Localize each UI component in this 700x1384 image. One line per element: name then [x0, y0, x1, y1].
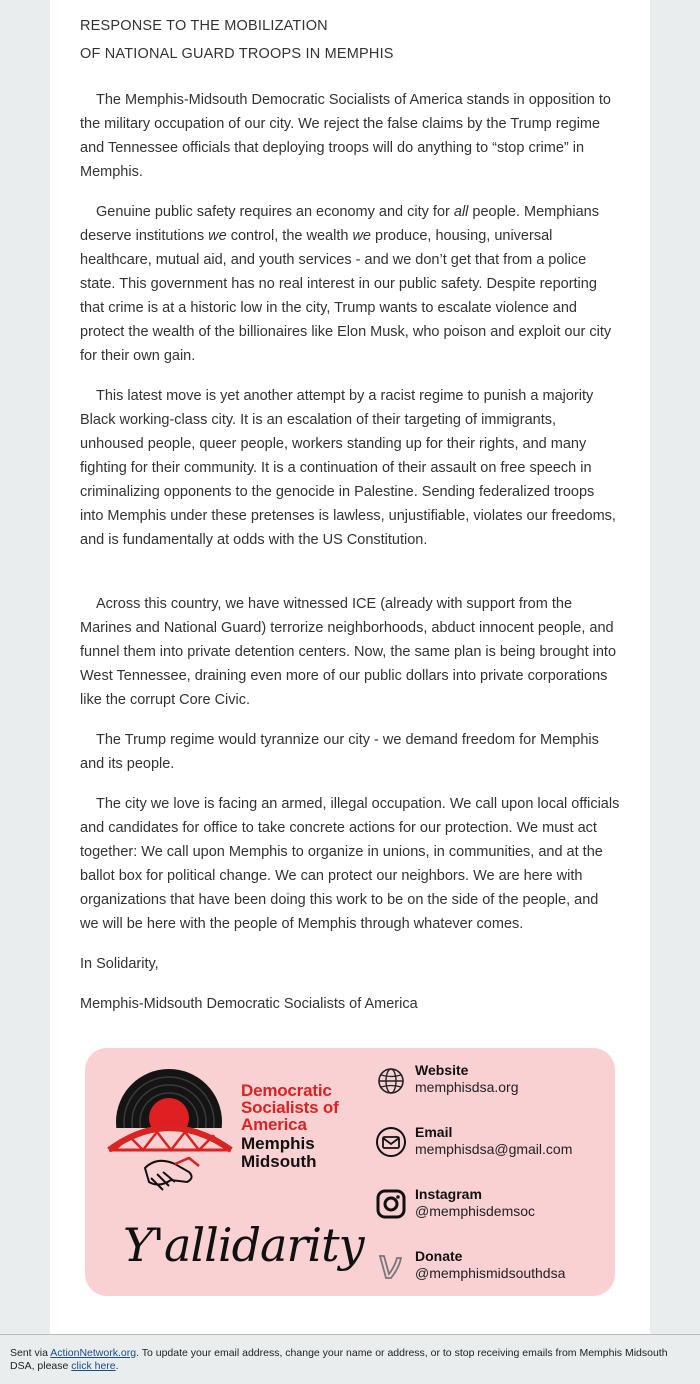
- email-value: memphisdsa@gmail.com: [415, 1141, 573, 1157]
- paragraph-4-text: Across this country, we have witnessed ICE (already with support from the Marines and National Guard) terrorize neighborhoods, abduct innocent people, and funnel them into private detention centers. Now, the same plan is being brought into West Tennessee, draining even more of our public dollars into private corporations like the corrupt Core Civic.: [80, 596, 617, 708]
- unsubscribe-link[interactable]: click here: [71, 1360, 116, 1372]
- paragraph-6: [80, 792, 620, 936]
- footer-middle-text: . To update your email address, change your name or address, or to stop receiving emails from Memphis Midsouth DSA, please: [10, 1347, 668, 1372]
- org-line-5: Midsouth: [241, 1152, 317, 1171]
- email-label: Email: [415, 1124, 453, 1140]
- paragraph-2: [80, 200, 620, 368]
- statement-heading: [80, 12, 620, 68]
- paragraph-3: [80, 384, 620, 552]
- slogan-text: Y'allidarity: [123, 1218, 364, 1272]
- heading-line-1: RESPONSE TO THE MOBILIZATION: [80, 18, 328, 34]
- paragraph-2-text-d: produce, housing, universal healthcare, mutual aid, and youth services - and we don’t get that from a police state. This government has no real interest in our public safety. Despite reporting that crime is at a historic low in the city, Trump wants to escalate violence and protect the wealth of the billionaires like Elon Musk, who poison and exploit our city for their own gain.: [80, 228, 612, 364]
- paragraph-2-text-c: control, the wealth: [226, 228, 353, 244]
- org-name-red: [241, 1082, 339, 1133]
- paragraph-1: [80, 88, 620, 184]
- heading-line-2: OF NATIONAL GUARD TROOPS IN MEMPHIS: [80, 46, 394, 62]
- paragraph-2-text-a: Genuine public safety requires an economy and city for: [96, 204, 454, 220]
- org-line-4: Memphis: [241, 1134, 315, 1153]
- org-line-1: Democratic: [241, 1081, 332, 1100]
- website-label: Website: [415, 1062, 469, 1078]
- instagram-label: Instagram: [415, 1186, 482, 1202]
- paragraph-3-text: This latest move is yet another attempt by a racist regime to punish a majority Black working-class city. It is an escalation of their targeting of immigrants, unhoused people, queer people, workers standing up for their rights, and many fighting for their community. It is a continuation of their assault on free speech in criminalizing opponents to the genocide in Palestine. Sending federalized troops into Memphis under these pretenses is lawless, unjustifiable, violates our freedoms, and is fundamentally at odds with the US Constitution.: [80, 388, 616, 548]
- paragraph-2-emphasis-2: we: [208, 228, 227, 244]
- salutation: In Solidarity,: [80, 956, 159, 972]
- actionnetwork-link[interactable]: ActionNetwork.org: [50, 1347, 137, 1359]
- paragraph-2-emphasis-1: all: [453, 204, 469, 220]
- donate-label: Donate: [415, 1248, 463, 1264]
- footer-suffix: .: [115, 1360, 119, 1372]
- signature: Memphis-Midsouth Democratic Socialists of America: [80, 996, 418, 1012]
- email-footer: [0, 1334, 700, 1384]
- paragraph-5: [80, 728, 620, 776]
- paragraph-2-text-b: people. Memphians deserve institutions: [80, 204, 599, 244]
- org-line-2: Socialists of: [241, 1098, 339, 1117]
- org-line-3: America: [241, 1115, 307, 1134]
- org-chapter-name: [241, 1135, 317, 1171]
- paragraph-1-text: The Memphis-Midsouth Democratic Socialists of America stands in opposition to the military occupation of our city. We reject the false claims by the Trump regime and Tennessee officials that deploying troops will do anything to “stop crime” in Memphis.: [80, 92, 611, 180]
- instagram-value: @memphisdemsoc: [415, 1203, 536, 1219]
- donate-value: @memphismidsouthdsa: [415, 1265, 566, 1281]
- email-icon: [375, 1126, 407, 1158]
- venmo-icon: [375, 1250, 407, 1282]
- paragraph-2-emphasis-3: we: [352, 228, 371, 244]
- website-value: memphisdsa.org: [415, 1079, 519, 1095]
- paragraph-6-text: The city we love is facing an armed, illegal occupation. We call upon local officials and candidates for office to take concrete actions for our protection. We must act together: We call upon Memphis to organize in unions, in communities, and at the ballot box for political change. We can protect our neighbors. We are here with organizations that have been doing this work to be on the side of the people, and we will be here with the people of Memphis through whatever comes.: [80, 796, 620, 932]
- globe-icon: [375, 1064, 407, 1096]
- footer-prefix: Sent via: [10, 1347, 51, 1359]
- paragraph-4: [80, 592, 620, 712]
- contact-card: [85, 1048, 615, 1296]
- email-body: [50, 0, 650, 1334]
- paragraph-5-text: The Trump regime would tyrannize our city - we demand freedom for Memphis and its people.: [80, 732, 599, 772]
- instagram-icon: [375, 1188, 407, 1220]
